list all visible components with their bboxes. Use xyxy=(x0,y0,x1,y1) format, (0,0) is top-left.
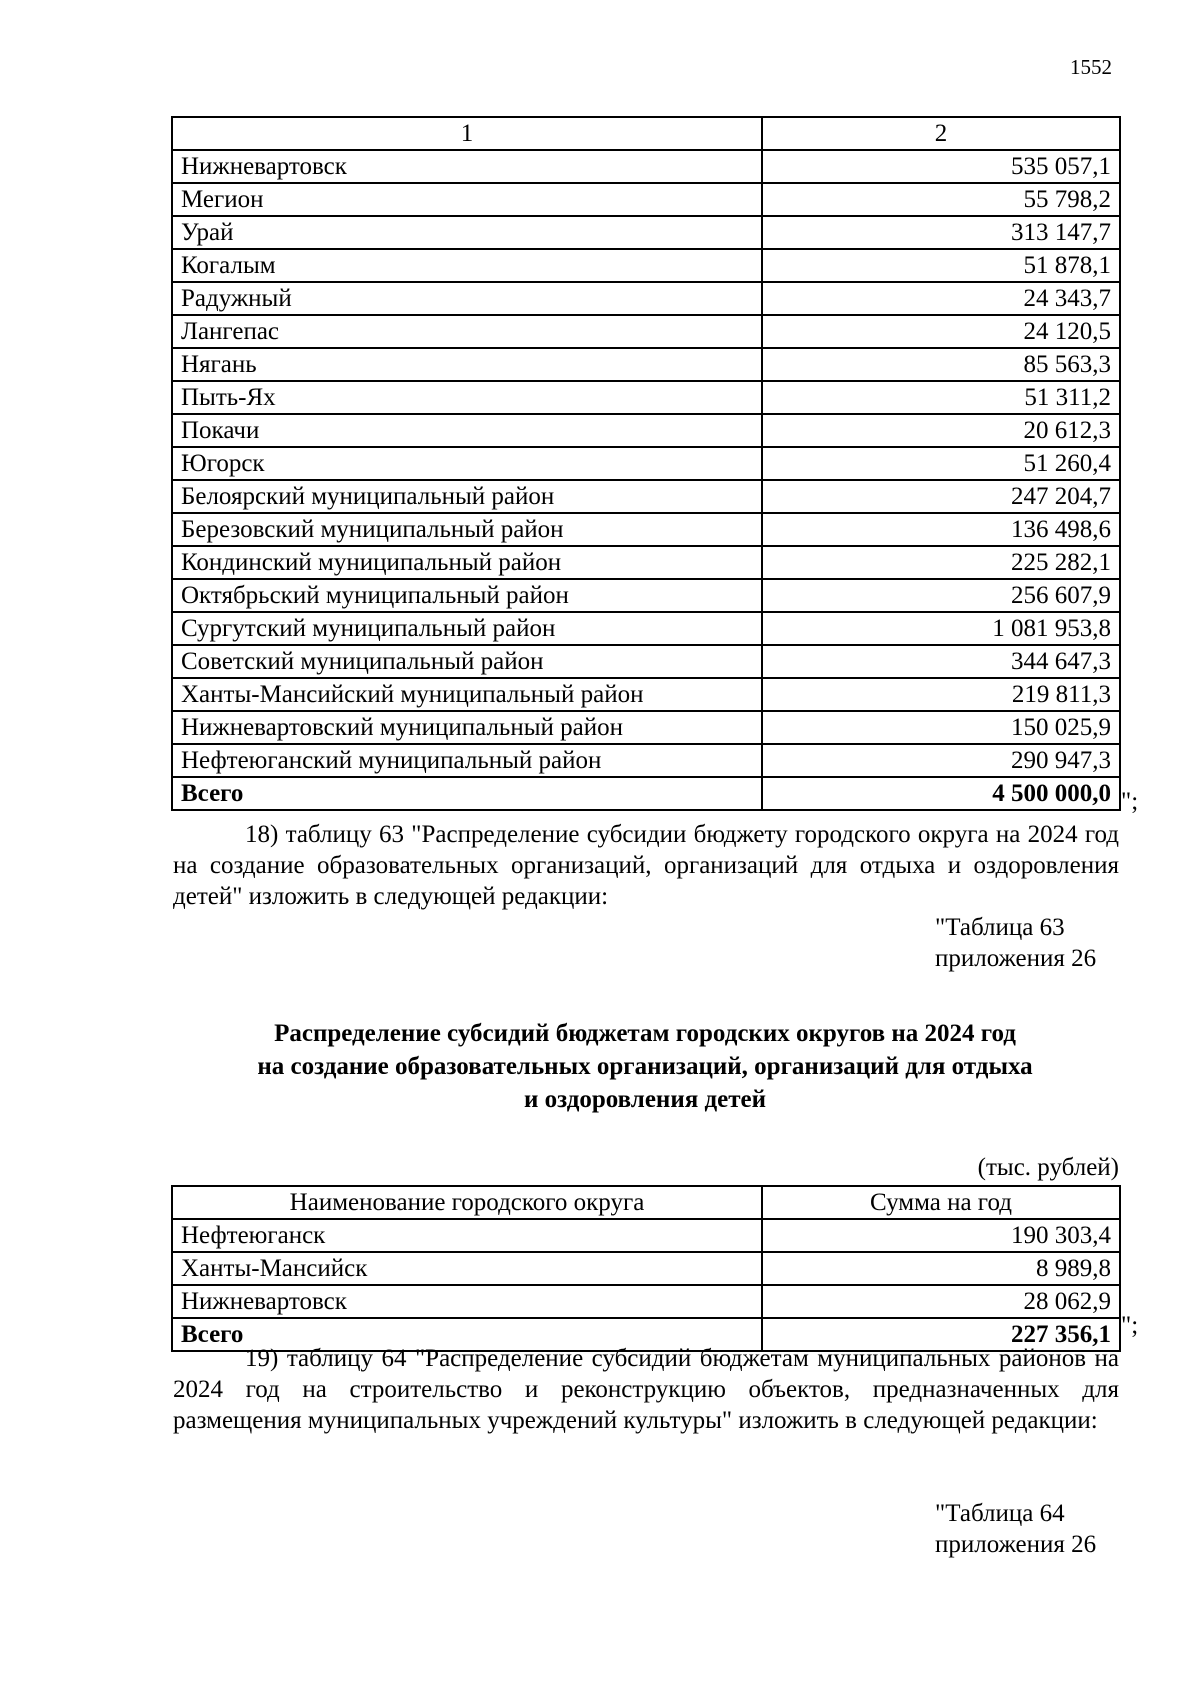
table-row xyxy=(172,447,1120,480)
title-line-3: и оздоровления детей xyxy=(523,1086,767,1113)
row-value: 256 607,9 xyxy=(762,579,1120,612)
paragraph-18: 18) таблицу 63 "Распределение субсидии бюджету городского округа на 2024 год на создание образовательных организаций, организаций для отдыха и оздоровления детей" изложить в следующей редакции: xyxy=(173,821,1119,910)
table-row xyxy=(172,744,1120,777)
table-63-reference xyxy=(935,912,1096,974)
table-row xyxy=(172,249,1120,282)
table-row xyxy=(172,1285,1120,1318)
table-64-ref-line1: "Таблица 64 xyxy=(935,1500,1065,1527)
total-value: 227 356,1 xyxy=(762,1318,1120,1351)
table-header-row xyxy=(172,117,1120,150)
units-label: (тыс. рублей) xyxy=(977,1154,1119,1181)
row-value: 290 947,3 xyxy=(762,744,1120,777)
table-row xyxy=(172,150,1120,183)
subsidy-table-2 xyxy=(171,1185,1121,1352)
table-63-ref-line2: приложения 26 xyxy=(935,945,1097,972)
row-value: 55 798,2 xyxy=(762,183,1120,216)
table-row xyxy=(172,645,1120,678)
table-1-closing-quote: "; xyxy=(1121,788,1139,815)
row-value: 225 282,1 xyxy=(762,546,1120,579)
row-name: Нефтеюганск xyxy=(172,1219,762,1252)
row-value: 247 204,7 xyxy=(762,480,1120,513)
table-row xyxy=(172,381,1120,414)
table-64-reference xyxy=(935,1498,1096,1560)
row-name: Белоярский муниципальный район xyxy=(172,480,762,513)
table-title xyxy=(171,1017,1119,1116)
column-header-district: Наименование городского округа xyxy=(172,1186,762,1219)
row-value: 190 303,4 xyxy=(762,1219,1120,1252)
table-row xyxy=(172,711,1120,744)
total-label: Всего xyxy=(172,777,762,810)
paragraph-19: 19) таблицу 64 "Распределение субсидий бюджетам муниципальных районов на 2024 год на строительство и реконструкцию объектов, предназначенных для размещения муниципальных учреждений культуры" изложить в следующей редакции: xyxy=(173,1345,1119,1434)
table-64-ref-line2: приложения 26 xyxy=(935,1531,1097,1558)
column-header-amount: Сумма на год xyxy=(762,1186,1120,1219)
row-name: Ханты-Мансийск xyxy=(172,1252,762,1285)
row-name: Нефтеюганский муниципальный район xyxy=(172,744,762,777)
row-value: 535 057,1 xyxy=(762,150,1120,183)
page-number: 1552 xyxy=(1070,55,1112,79)
row-name: Пыть-Ях xyxy=(172,381,762,414)
row-value: 20 612,3 xyxy=(762,414,1120,447)
title-line-2: на создание образовательных организаций, организаций для отдыха xyxy=(257,1053,1033,1080)
row-name: Когалым xyxy=(172,249,762,282)
table-row xyxy=(172,612,1120,645)
row-value: 24 120,5 xyxy=(762,315,1120,348)
table-row xyxy=(172,282,1120,315)
row-value: 85 563,3 xyxy=(762,348,1120,381)
row-value: 219 811,3 xyxy=(762,678,1120,711)
row-value: 28 062,9 xyxy=(762,1285,1120,1318)
row-value: 8 989,8 xyxy=(762,1252,1120,1285)
row-value: 1 081 953,8 xyxy=(762,612,1120,645)
row-name: Нягань xyxy=(172,348,762,381)
total-label: Всего xyxy=(172,1318,762,1351)
row-name: Мегион xyxy=(172,183,762,216)
column-header-2: 2 xyxy=(762,117,1120,150)
row-value: 51 878,1 xyxy=(762,249,1120,282)
row-name: Березовский муниципальный район xyxy=(172,513,762,546)
table-row xyxy=(172,579,1120,612)
table-2-closing-quote: "; xyxy=(1121,1312,1139,1339)
table-row xyxy=(172,546,1120,579)
table-row xyxy=(172,414,1120,447)
row-name: Кондинский муниципальный район xyxy=(172,546,762,579)
table-header-row xyxy=(172,1186,1120,1219)
title-line-1: Распределение субсидий бюджетам городских округов на 2024 год xyxy=(274,1020,1016,1047)
row-name: Радужный xyxy=(172,282,762,315)
row-name: Нижневартовск xyxy=(172,1285,762,1318)
table-row xyxy=(172,1219,1120,1252)
subsidy-table-1 xyxy=(171,116,1121,811)
row-value: 344 647,3 xyxy=(762,645,1120,678)
row-name: Советский муниципальный район xyxy=(172,645,762,678)
row-value: 313 147,7 xyxy=(762,216,1120,249)
row-value: 136 498,6 xyxy=(762,513,1120,546)
table-row xyxy=(172,678,1120,711)
table-2-body xyxy=(172,1186,1120,1351)
table-row xyxy=(172,315,1120,348)
table-row xyxy=(172,348,1120,381)
row-name: Лангепас xyxy=(172,315,762,348)
row-value: 150 025,9 xyxy=(762,711,1120,744)
table-row xyxy=(172,216,1120,249)
table-row xyxy=(172,183,1120,216)
row-name: Нижневартовский муниципальный район xyxy=(172,711,762,744)
table-row xyxy=(172,1252,1120,1285)
row-name: Покачи xyxy=(172,414,762,447)
row-value: 24 343,7 xyxy=(762,282,1120,315)
row-name: Октябрьский муниципальный район xyxy=(172,579,762,612)
row-name: Сургутский муниципальный район xyxy=(172,612,762,645)
table-1-body xyxy=(172,117,1120,810)
row-name: Ханты-Мансийский муниципальный район xyxy=(172,678,762,711)
row-value: 51 311,2 xyxy=(762,381,1120,414)
row-name: Урай xyxy=(172,216,762,249)
table-63-ref-line1: "Таблица 63 xyxy=(935,914,1065,941)
row-name: Нижневартовск xyxy=(172,150,762,183)
table-row xyxy=(172,480,1120,513)
total-value: 4 500 000,0 xyxy=(762,777,1120,810)
row-value: 51 260,4 xyxy=(762,447,1120,480)
total-row xyxy=(172,777,1120,810)
row-name: Югорск xyxy=(172,447,762,480)
column-header-1: 1 xyxy=(172,117,762,150)
table-row xyxy=(172,513,1120,546)
